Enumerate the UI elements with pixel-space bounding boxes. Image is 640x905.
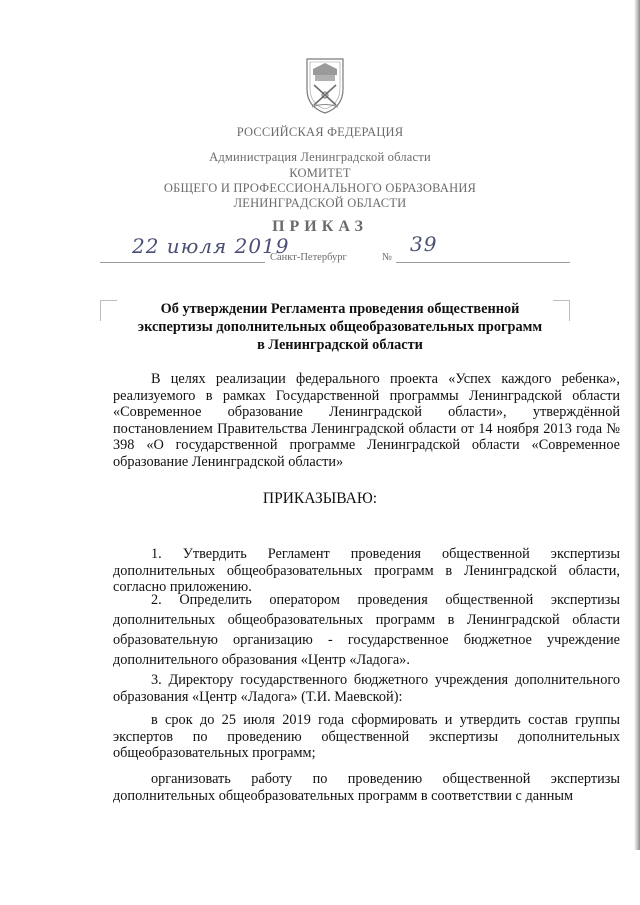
handwritten-number: 39: [410, 232, 438, 256]
document-title: [120, 300, 560, 354]
title-line: Об утверждении Регламента проведения общественной: [160, 301, 520, 317]
date-number-row: [100, 232, 570, 268]
number-label: №: [382, 252, 393, 263]
order-item-1: 1. Утвердить Регламент проведения общественной экспертизы дополнительных общеобразовательных программ в Ленинградской области, согласно приложению.: [113, 546, 620, 595]
coat-of-arms-icon: [303, 55, 347, 115]
scan-shadow-edge: [634, 0, 640, 850]
order-word: ПРИКАЗЫВАЮ:: [262, 490, 378, 507]
document-type-title: ПРИКАЗ: [272, 218, 368, 235]
title-line: экспертизы дополнительных общеобразовательных программ: [137, 319, 543, 335]
order-item-3a: в срок до 25 июля 2019 года сформировать и утвердить состав группы экспертов по проведению общественной экспертизы дополнительных общеобразовательных программ;: [113, 712, 620, 761]
committee-line3: ЛЕНИНГРАДСКОЙ ОБЛАСТИ: [233, 196, 407, 210]
city-name: Санкт-Петербург: [270, 252, 347, 263]
title-corner-left: [100, 300, 117, 321]
title-line: в Ленинградской области: [257, 337, 423, 353]
preamble-paragraph: В целях реализации федерального проекта «Успех каждого ребенка», реализуемого в рамках Государственной программы Ленинградской области «Современное образование Ленинградской области», утверждённой постановлением Правительства Ленинградской области от 14 ноября 2013 года № 398 «О государственной программе Ленинградской области «Современное образование Ленинградской области»: [113, 371, 620, 470]
order-item-2: 2. Определить оператором проведения общественной экспертизы дополнительных общеобразовательных программ в Ленинградской области образовательную организацию - государственное бюджетное учреждение дополнительного образования «Центр «Ладога».: [113, 592, 620, 668]
order-item-3: 3. Директору государственного бюджетного учреждения дополнительного образования «Центр «Ладога» (Т.И. Маевской):: [113, 672, 620, 705]
committee-line2: ОБЩЕГО И ПРОФЕССИОНАЛЬНОГО ОБРАЗОВАНИЯ: [163, 181, 477, 195]
handwritten-date: 22 июля 2019: [132, 234, 290, 258]
country-name: РОССИЙСКАЯ ФЕДЕРАЦИЯ: [236, 125, 404, 139]
administration-name: Администрация Ленинградской области: [209, 150, 431, 164]
committee-line1: КОМИТЕТ: [289, 166, 351, 180]
order-item-3b: организовать работу по проведению общественной экспертизы дополнительных общеобразовательных программ в соответствии с данным: [113, 771, 620, 804]
